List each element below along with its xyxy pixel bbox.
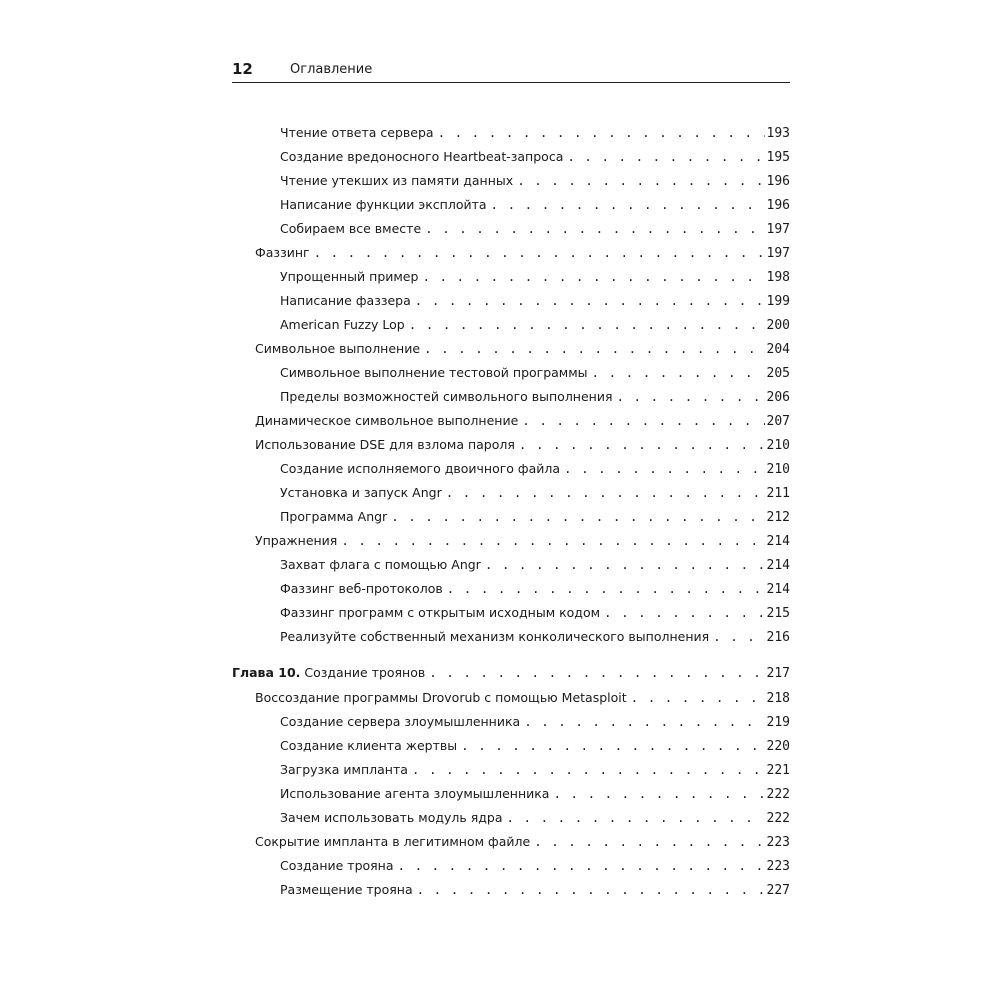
toc-leader-dots: [604, 603, 764, 623]
toc-entry: [280, 483, 790, 503]
toc-chapter-title: [232, 663, 429, 683]
toc-entry: [280, 856, 790, 876]
toc-leader-dots: [446, 483, 765, 503]
toc-leader-dots: [341, 531, 764, 551]
toc-entry: [280, 291, 790, 311]
toc-entry-page: 210: [766, 462, 790, 477]
toc-entry: [280, 627, 790, 647]
toc-entry-title: Реализуйте собственный механизм конколического выполнения: [280, 629, 710, 644]
toc-entry-page: 197: [766, 246, 790, 261]
toc-entry-title: Символьное выполнение тестовой программы: [280, 365, 588, 380]
toc-leader-dots: [409, 315, 765, 335]
toc-entry: [280, 123, 790, 143]
toc-entry-page: 195: [766, 150, 790, 165]
toc-leader-dots: [424, 339, 764, 359]
toc-entry: [280, 603, 790, 623]
toc-leader-dots: [522, 411, 764, 431]
toc-entry: [255, 411, 790, 431]
toc-entry: [280, 555, 790, 575]
toc-entry-title: Фаззинг программ с открытым исходным кодом: [280, 605, 601, 620]
toc-entry-title: Создание клиента жертвы: [280, 738, 458, 753]
toc-entry: [280, 507, 790, 527]
toc-entry-page: 223: [766, 859, 790, 874]
toc-leader-dots: [519, 435, 765, 455]
toc-entry-page: 214: [766, 582, 790, 597]
toc-entry: [280, 579, 790, 599]
toc-entry-title: American Fuzzy Lop: [280, 317, 405, 332]
toc-entry-title: Использование агента злоумышленника: [280, 786, 550, 801]
toc-entry-title: Загрузка импланта: [280, 762, 408, 777]
toc-entry: [280, 784, 790, 804]
toc-entry: [280, 363, 790, 383]
toc-entry: [280, 736, 790, 756]
toc-entry: [280, 459, 790, 479]
toc-entry-title: Собираем все вместе: [280, 221, 422, 236]
toc-entry-page: 206: [766, 390, 790, 405]
toc-entry-title: Создание исполняемого двоичного файла: [280, 461, 561, 476]
toc-entry: [280, 267, 790, 287]
toc-entry-title: Фаззинг: [255, 245, 310, 260]
toc-leader-dots: [553, 784, 764, 804]
toc-leader-dots: [517, 171, 764, 191]
chapter-label: Глава 10.: [232, 665, 301, 680]
toc-entry-title: Создание вредоносного Heartbeat-запроса: [280, 149, 564, 164]
toc-entry: [280, 760, 790, 780]
toc-entry: [280, 712, 790, 732]
toc-chapter-entry: [232, 663, 790, 683]
toc-leader-dots: [415, 291, 765, 311]
toc-entry: [255, 339, 790, 359]
toc-entry-page: 196: [766, 198, 790, 213]
toc-leader-dots: [422, 267, 764, 287]
toc-entry-title: Чтение ответа сервера: [280, 125, 434, 140]
toc-entry-title: Символьное выполнение: [255, 341, 421, 356]
toc-entry-title: Захват флага с помощью Angr: [280, 557, 481, 572]
toc-leader-dots: [412, 760, 765, 780]
toc-leader-dots: [314, 243, 765, 263]
toc-entry-page: 216: [766, 630, 790, 645]
toc-entry: [280, 195, 790, 215]
toc-leader-dots: [417, 880, 765, 900]
toc-leader-dots: [506, 808, 764, 828]
toc-entry-title: Упражнения: [255, 533, 338, 548]
toc-leader-dots: [534, 832, 764, 852]
toc-leader-dots: [564, 459, 764, 479]
toc-leader-dots: [461, 736, 764, 756]
toc-leader-dots: [429, 663, 764, 683]
toc-entry-page: 207: [766, 414, 790, 429]
toc-entry-page: 210: [766, 438, 790, 453]
toc-entry: [255, 688, 790, 708]
toc-entry-page: 214: [766, 534, 790, 549]
chapter-title: Создание троянов: [304, 665, 426, 680]
toc-leader-dots: [567, 147, 764, 167]
toc-entry-title: Программа Angr: [280, 509, 388, 524]
toc-entry-page: 220: [766, 739, 790, 754]
toc-entry-title: Воссоздание программы Drovorub с помощью Metasploit: [255, 690, 627, 705]
running-title: Оглавление: [290, 62, 373, 77]
toc-leader-dots: [447, 579, 765, 599]
toc-entry: [280, 808, 790, 828]
toc-leader-dots: [425, 219, 764, 239]
toc-entry-title: Сокрытие импланта в легитимном файле: [255, 834, 531, 849]
toc-entry-page: 217: [766, 666, 790, 681]
toc-entry: [280, 880, 790, 900]
toc-entry: [255, 832, 790, 852]
toc-entry-page: 196: [766, 174, 790, 189]
toc-entry: [280, 171, 790, 191]
toc-entry-title: Создание сервера злоумышленника: [280, 714, 521, 729]
toc-entry-page: 219: [766, 715, 790, 730]
toc-entry-page: 222: [766, 787, 790, 802]
toc-entry-page: 211: [766, 486, 790, 501]
toc-entry-page: 204: [766, 342, 790, 357]
toc-entry-page: 223: [766, 835, 790, 850]
toc-entry-title: Размещение трояна: [280, 882, 413, 897]
toc-leader-dots: [391, 507, 764, 527]
toc-leader-dots: [631, 688, 765, 708]
toc-entry-page: 227: [766, 883, 790, 898]
toc-entry-title: Упрощенный пример: [280, 269, 419, 284]
toc-leader-dots: [616, 387, 764, 407]
page-number: 12: [232, 60, 253, 78]
toc-entry-title: Зачем использовать модуль ядра: [280, 810, 503, 825]
toc-entry-page: 221: [766, 763, 790, 778]
toc-entry: [255, 531, 790, 551]
toc-entry-title: Установка и запуск Angr: [280, 485, 442, 500]
toc-entry-title: Динамическое символьное выполнение: [255, 413, 519, 428]
toc-entry: [280, 387, 790, 407]
toc-leader-dots: [491, 195, 765, 215]
toc-entry-page: 205: [766, 366, 790, 381]
toc-leader-dots: [592, 363, 765, 383]
toc-entry: [255, 243, 790, 263]
toc-entry-title: Написание фаззера: [280, 293, 411, 308]
toc-entry-page: 212: [766, 510, 790, 525]
toc-entry-title: Создание трояна: [280, 858, 394, 873]
toc-entry: [255, 435, 790, 455]
toc-entry-title: Чтение утекших из памяти данных: [280, 173, 514, 188]
toc-entry-page: 215: [766, 606, 790, 621]
toc-entry-title: Пределы возможностей символьного выполнения: [280, 389, 613, 404]
toc-leader-dots: [438, 123, 765, 143]
toc-entry: [280, 219, 790, 239]
toc-leader-dots: [398, 856, 765, 876]
toc-entry-title: Использование DSE для взлома пароля: [255, 437, 515, 452]
toc-entry-page: 197: [766, 222, 790, 237]
toc-entry-page: 200: [766, 318, 790, 333]
toc-leader-dots: [524, 712, 764, 732]
toc-entry-title: Написание функции эксплойта: [280, 197, 487, 212]
toc-entry-page: 222: [766, 811, 790, 826]
toc-entry-page: 218: [766, 691, 790, 706]
toc-entry: [280, 147, 790, 167]
toc-entry: [280, 315, 790, 335]
toc-entry-title: Фаззинг веб-протоколов: [280, 581, 443, 596]
toc-leader-dots: [485, 555, 765, 575]
toc-entry-page: 193: [766, 126, 790, 141]
toc-entry-page: 199: [766, 294, 790, 309]
toc-entry-page: 198: [766, 270, 790, 285]
toc-leader-dots: [713, 627, 764, 647]
toc-entry-page: 214: [766, 558, 790, 573]
